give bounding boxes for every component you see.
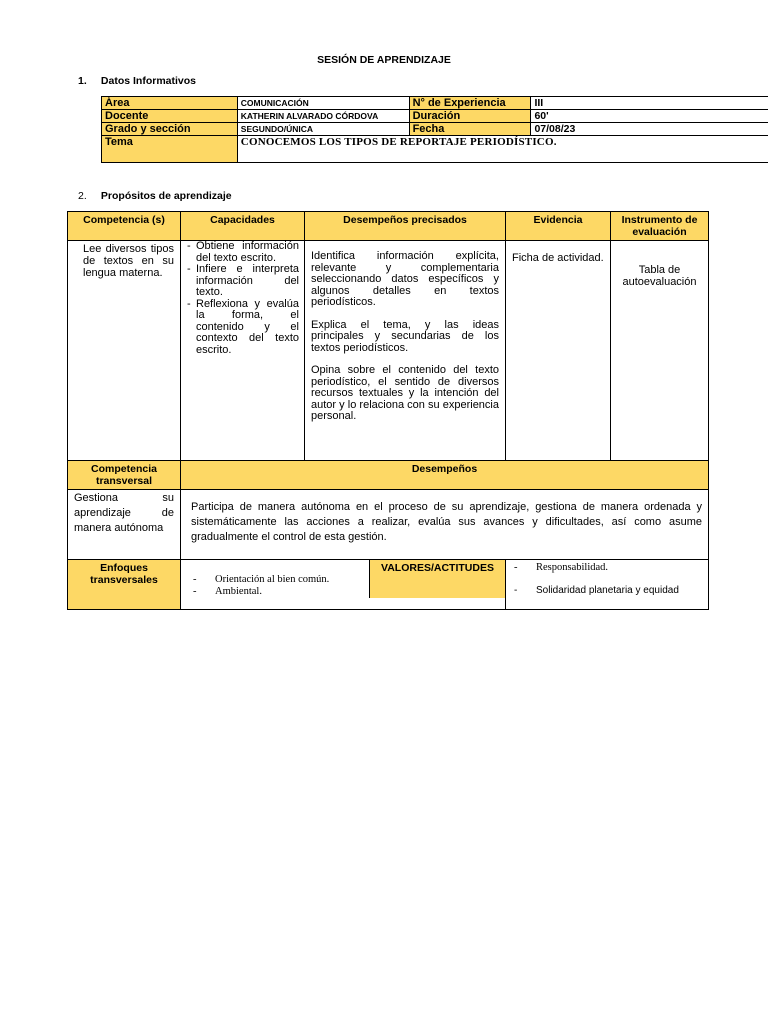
valores-label: VALORES/ACTITUDES xyxy=(369,560,505,598)
desempenos-cell xyxy=(305,241,506,461)
header-competencia: Competencia (s) xyxy=(68,212,181,241)
evidencia-cell xyxy=(506,241,611,461)
capacidad-item: - Obtiene información del texto escrito. xyxy=(185,241,299,264)
area-value: COMUNICACIÓN xyxy=(237,97,409,110)
section-1-title: Datos Informativos xyxy=(100,75,197,87)
header-desempenos: Desempeños xyxy=(181,461,709,490)
enfoques-label: Enfoques transversales xyxy=(68,560,181,610)
grado-value: SEGUNDO/ÚNICA xyxy=(237,123,409,136)
tema-value: CONOCEMOS LOS TIPOS DE REPORTAJE PERIODÍSTICO. xyxy=(237,136,768,163)
competencia-cell xyxy=(68,241,181,461)
section-2-heading xyxy=(78,190,232,202)
instrumento-text: Tabla de autoevaluación xyxy=(622,264,697,288)
header-evidencia: Evidencia xyxy=(506,212,611,241)
section-1-number: 1. xyxy=(78,75,87,87)
docente-label: Docente xyxy=(102,110,238,123)
valor-item: - Solidaridad planetaria y equidad xyxy=(512,585,704,597)
transversal-competencia-cell xyxy=(68,490,181,560)
section-2-number: 2. xyxy=(78,190,87,202)
fecha-label: Fecha xyxy=(409,123,531,136)
info-table xyxy=(101,96,768,163)
docente-value: KATHERIN ALVARADO CÓRDOVA xyxy=(237,110,409,123)
valores-cell xyxy=(506,560,709,610)
transversal-desempeno-text: Participa de manera autónoma en el proceso de su aprendizaje, gestiona de manera ordenada y sistemáticamente las acciones a realizar, evalúa sus avances y dificultades, así como asume gradualmente el control de esta gestión. xyxy=(191,501,702,543)
transversal-competencia-text: Gestiona su aprendizaje de manera autónoma xyxy=(74,492,174,534)
transversal-desempeno-cell xyxy=(181,490,709,560)
desempeno-paragraph: Opina sobre el contenido del texto periodístico, el sentido de diversos recursos textuales y la intención del autor y lo relaciona con su experiencia personal. xyxy=(311,364,499,422)
enfoque-item: - Ambiental. xyxy=(191,586,369,598)
capacidad-item: - Reflexiona y evalúa la forma, el contenido y el contexto del texto escrito. xyxy=(185,299,299,357)
desempeno-paragraph: Identifica información explícita, relevante y complementaria seleccionando datos específicos y algunos detalles en textos periodísticos. xyxy=(311,250,499,308)
capacidad-item: - Infiere e interpreta información del texto. xyxy=(185,264,299,299)
page-title: SESIÓN DE APRENDIZAJE xyxy=(317,54,451,66)
experiencia-label: N° de Experiencia xyxy=(409,97,531,110)
tema-label: Tema xyxy=(102,136,238,163)
evidencia-text: Ficha de actividad. xyxy=(512,252,604,264)
header-desempenos-precisados: Desempeños precisados xyxy=(305,212,506,241)
enfoques-cell xyxy=(181,560,506,610)
header-instrumento: Instrumento de evaluación xyxy=(611,212,709,241)
header-capacidades: Capacidades xyxy=(181,212,305,241)
enfoque-item: - Orientación al bien común. xyxy=(191,574,369,586)
duracion-value: 60' xyxy=(531,110,768,123)
grado-label: Grado y sección xyxy=(102,123,238,136)
section-2-title: Propósitos de aprendizaje xyxy=(100,190,232,202)
duracion-label: Duración xyxy=(409,110,531,123)
experiencia-value: III xyxy=(531,97,768,110)
section-1-heading xyxy=(78,75,196,87)
desempeno-paragraph: Explica el tema, y las ideas principales y secundarias de los textos periodísticos. xyxy=(311,318,499,354)
competencia-text: Lee diversos tipos de textos en su lengua materna. xyxy=(83,243,174,279)
purposes-table xyxy=(67,211,709,610)
area-label: Área xyxy=(102,97,238,110)
fecha-value: 07/08/23 xyxy=(531,123,768,136)
header-competencia-transversal: Competencia transversal xyxy=(68,461,181,490)
capacidades-cell xyxy=(181,241,305,461)
instrumento-cell xyxy=(611,241,709,461)
valor-item: - Responsabilidad. xyxy=(512,562,704,574)
